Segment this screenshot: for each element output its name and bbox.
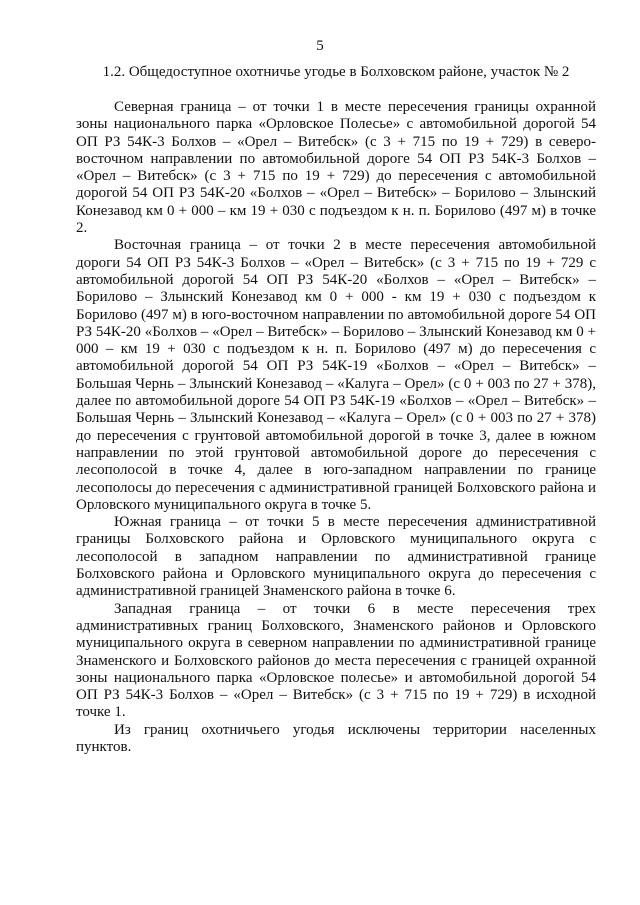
section-heading: 1.2. Общедоступное охотничье угодье в Болховском районе, участок № 2 [102,64,570,80]
page-number: 5 [316,38,324,54]
document-body [76,99,596,756]
paragraph-south-boundary: Южная граница – от точки 5 в месте пересечения административной границы Болховского района и Орловского муниципального округа с лесополосой в западном направлении по административной границе Болховского района и Орловского муниципального округа до пересечения с административной границей Знаменского района в точке 6. [76,514,596,600]
paragraph-west-boundary: Западная граница – от точки 6 в месте пересечения трех административных границ Болховского, Знаменского районов и Орловского муниципального округа в северном направлении по административной границе Знаменского и Болховского районов до места пересечения с границей охранной зоны национального парка «Орловское полесье» и автомобильной дорогой 54 ОП РЗ 54К-3 Болхов – «Орел – Витебск» (с 3 + 715 по 19 + 729) в исходной точке 1. [76,600,596,721]
paragraph-north-boundary: Северная граница – от точки 1 в месте пересечения границы охранной зоны национального парка «Орловское Полесье» с автомобильной дорогой 54 ОП РЗ 54К-3 Болхов – «Орел – Витебск» (с 3 + 715 по 19 + 729) в северо-восточном направлении по автомобильной дороге 54 ОП РЗ 54К-3 Болхов – «Орел – Витебск» (с 3 + 715 по 19 + 729) до пересечения с автомобильной дорогой 54 ОП РЗ 54К-20 «Болхов – «Орел – Витебск» – Борилово – Злынский Конезавод км 0 + 000 – км 19 + 030 с подъездом к н. п. Борилово (497 м) в точке 2. [76,99,596,237]
paragraph-exclusions: Из границ охотничьего угодья исключены территории населенных пунктов. [76,721,596,755]
paragraph-east-boundary: Восточная граница – от точки 2 в месте пересечения автомобильной дороги 54 ОП РЗ 54К-3 Болхов – «Орел – Витебск» (с 3 + 715 по 19 + 729 с автомобильной дорогой 54 ОП РЗ 54К-20 «Болхов – «Орел – Витебск» – Борилово – Злынский Конезавод км 0 + 000 - км 19 + 030 с подъездом к Борилово (497 м) в юго-восточном направлении по автомобильной дороге 54 ОП РЗ 54К-20 «Болхов – «Орел – Витебск» – Борилово – Злынский Конезавод км 0 + 000 – км 19 + 030 с подъездом к н. п. Борилово (497 м) до пересечения с автомобильной дорогой 54 ОП РЗ 54К-19 «Болхов – «Орел – Витебск» – Большая Чернь – Злынский Конезавод – «Калуга – Орел» (с 0 + 003 по 27 + 378), далее по автомобильной дороге 54 ОП РЗ 54К-19 «Болхов – «Орел – Витебск» – Большая Чернь – Злынский Конезавод – «Калуга – Орел» (с 0 + 003 по 27 + 378) до пересечения с грунтовой автомобильной дорогой в точке 3, далее в южном направлении по этой грунтовой автомобильной дороге до пересечения с лесополосой в точке 4, далее в юго-западном направлении по границе лесополосы до пересечения с административной границей Болховского района и Орловского муниципального округа в точке 5. [76,237,596,513]
